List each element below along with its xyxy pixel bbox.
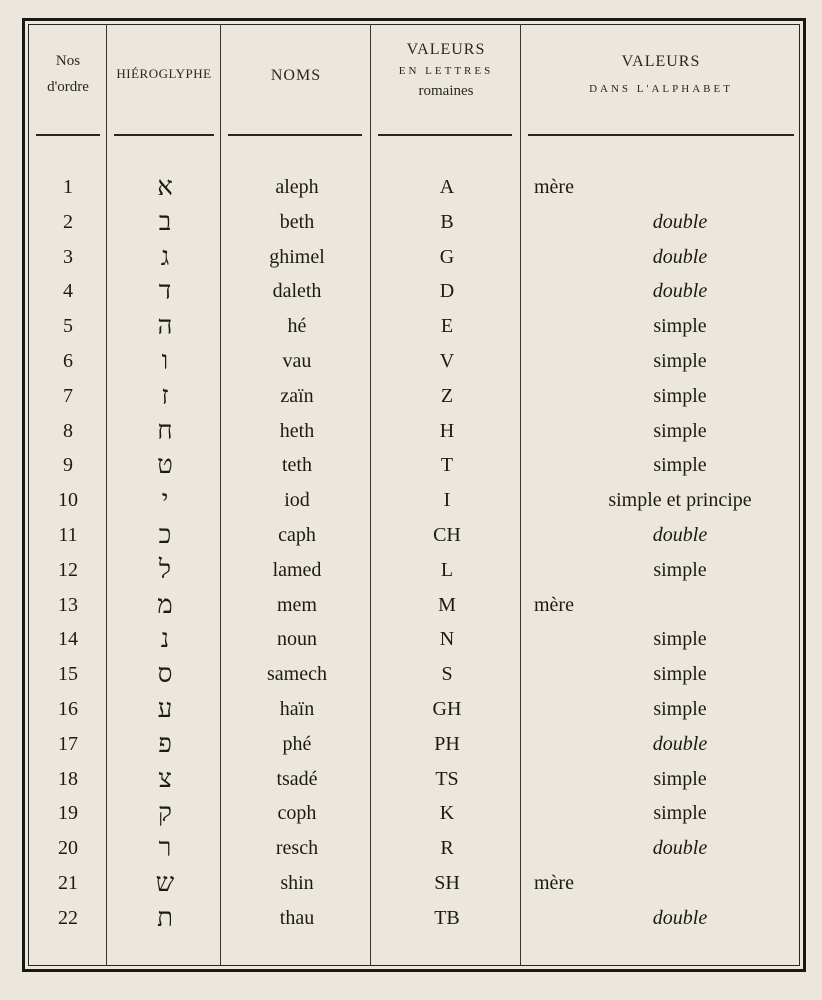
row-number: 1 [63, 176, 73, 198]
row-roman-value: CH [433, 524, 461, 546]
row-number: 14 [58, 628, 78, 651]
row-roman-value: M [438, 593, 456, 616]
row-number: 9 [63, 454, 73, 477]
row-alphabet-value: simple [653, 315, 707, 338]
row-hieroglyph: ט [157, 450, 173, 481]
table-row [28, 274, 800, 308]
row-roman-value: L [440, 558, 454, 581]
table-row [28, 588, 800, 622]
row-number: 11 [58, 524, 78, 546]
table-row [28, 796, 800, 830]
table-row [28, 901, 800, 935]
header-roman [372, 40, 520, 100]
row-name: caph [278, 524, 316, 546]
row-alphabet-value: mère [534, 176, 574, 198]
table-row [28, 240, 800, 274]
row-hieroglyph: ל [158, 554, 172, 585]
row-roman-value: PH [434, 732, 460, 755]
row-name: teth [282, 454, 312, 477]
header-glyph-label: HIÉROGLYPHE [116, 66, 212, 81]
row-name: noun [277, 628, 317, 651]
row-hieroglyph: ד [158, 276, 172, 307]
header-rule [114, 134, 214, 136]
row-name: daleth [272, 280, 322, 303]
row-number: 4 [63, 280, 73, 303]
table-row [28, 657, 800, 691]
row-name: hé [287, 315, 307, 338]
row-name: mem [277, 593, 317, 616]
row-roman-value: TS [435, 767, 459, 790]
row-roman-value: S [441, 663, 453, 686]
row-alphabet-value: simple [653, 698, 707, 720]
table-row [28, 622, 800, 656]
row-number: 16 [58, 698, 78, 720]
row-number: 15 [58, 663, 78, 686]
table-row [28, 483, 800, 517]
row-alphabet-value: mère [534, 872, 574, 894]
row-name: phé [282, 732, 312, 755]
row-roman-value: G [439, 245, 455, 268]
row-alphabet-value: simple [653, 558, 707, 581]
row-hieroglyph: ש [155, 868, 175, 898]
header-roman-line2: EN LETTRES [398, 65, 494, 78]
row-number: 22 [58, 906, 78, 929]
row-roman-value: N [439, 628, 455, 651]
header-names-label: NOMS [270, 67, 322, 84]
row-alphabet-value: mère [534, 593, 574, 616]
header-rule [228, 134, 362, 136]
row-name: lamed [272, 558, 322, 581]
row-name: aleph [275, 176, 319, 198]
row-name: thau [279, 906, 315, 929]
row-name: shin [280, 872, 314, 894]
header-rule [36, 134, 100, 136]
row-roman-value: T [440, 454, 454, 477]
row-name: haïn [279, 698, 315, 720]
row-number: 20 [58, 837, 78, 860]
row-hieroglyph: ע [157, 694, 173, 724]
row-hieroglyph: צ [158, 763, 172, 794]
table-row [28, 448, 800, 482]
header-number-line2: d'ordre [47, 79, 89, 95]
row-number: 7 [63, 384, 73, 407]
row-roman-value: V [439, 350, 455, 372]
row-roman-value: TB [434, 906, 460, 929]
row-number: 8 [63, 419, 73, 442]
row-hieroglyph: מ [157, 589, 173, 620]
row-number: 21 [58, 872, 78, 894]
row-alphabet-value: double [652, 732, 708, 755]
row-hieroglyph: ר [158, 833, 172, 864]
row-number: 18 [58, 767, 78, 790]
row-hieroglyph: ו [161, 346, 169, 376]
row-alphabet-value: simple [653, 628, 707, 651]
header-number [30, 52, 106, 96]
row-number: 13 [58, 593, 78, 616]
row-alphabet-value: simple [653, 802, 707, 825]
table-row [28, 553, 800, 587]
row-number: 19 [58, 802, 78, 825]
row-name: iod [284, 489, 310, 512]
table-row [28, 414, 800, 448]
header-alphabet-line2: DANS L'ALPHABET [589, 83, 733, 96]
table-row [28, 727, 800, 761]
row-roman-value: A [439, 176, 455, 198]
row-name: beth [279, 210, 315, 233]
table-row [28, 309, 800, 343]
row-hieroglyph: ת [157, 902, 173, 933]
row-name: samech [267, 663, 327, 686]
header-alphabet-line1: VALEURS [621, 53, 701, 70]
row-hieroglyph: כ [158, 520, 172, 550]
row-name: coph [277, 802, 317, 825]
row-number: 2 [63, 210, 73, 233]
row-name: resch [275, 837, 319, 860]
row-hieroglyph: ב [158, 206, 172, 237]
row-hieroglyph: ק [158, 798, 172, 829]
header-names [222, 66, 370, 85]
row-alphabet-value: simple [653, 384, 707, 407]
header-rule [528, 134, 794, 136]
row-hieroglyph: ג [160, 241, 170, 272]
row-roman-value: GH [432, 698, 462, 720]
table-row [28, 379, 800, 413]
row-alphabet-value: simple [653, 454, 707, 477]
header-roman-line3: romaines [418, 83, 474, 100]
table-row [28, 170, 800, 204]
row-hieroglyph: ס [157, 659, 173, 690]
row-roman-value: K [439, 802, 455, 825]
row-alphabet-value: double [652, 245, 708, 268]
row-hieroglyph: א [157, 172, 173, 202]
table-row [28, 205, 800, 239]
row-roman-value: B [440, 210, 454, 233]
row-roman-value: I [443, 489, 451, 512]
row-alphabet-value: double [652, 280, 708, 303]
row-number: 6 [63, 350, 73, 372]
row-hieroglyph: י [161, 485, 169, 516]
row-roman-value: H [439, 419, 455, 442]
row-number: 5 [63, 315, 73, 338]
table-row [28, 762, 800, 796]
row-alphabet-value: double [652, 524, 708, 546]
row-alphabet-value: double [652, 837, 708, 860]
header-number-line1: Nos [55, 53, 81, 69]
row-alphabet-value: double [652, 906, 708, 929]
row-number: 12 [58, 558, 78, 581]
header-roman-line1: VALEURS [406, 41, 486, 58]
row-name: tsadé [276, 767, 318, 790]
row-number: 3 [63, 245, 73, 268]
table-row [28, 866, 800, 900]
row-alphabet-value: simple [653, 350, 707, 372]
row-hieroglyph: נ [160, 624, 170, 655]
table-row [28, 831, 800, 865]
row-roman-value: SH [434, 872, 460, 894]
row-name: ghimel [269, 245, 325, 268]
row-hieroglyph: ח [157, 415, 173, 446]
row-number: 17 [58, 732, 78, 755]
header-alphabet [522, 52, 800, 96]
row-alphabet-value: simple [653, 419, 707, 442]
row-hieroglyph: ה [157, 311, 173, 342]
row-hieroglyph: פ [158, 728, 172, 759]
table-row [28, 692, 800, 726]
row-alphabet-value: simple et principe [608, 489, 752, 512]
row-roman-value: Z [440, 384, 454, 407]
row-name: vau [282, 350, 312, 372]
row-name: zaïn [280, 384, 314, 407]
table-row [28, 518, 800, 552]
row-roman-value: D [439, 280, 455, 303]
row-alphabet-value: simple [653, 663, 707, 686]
row-hieroglyph: ז [161, 380, 169, 411]
row-number: 10 [58, 489, 78, 512]
row-name: heth [279, 419, 315, 442]
row-alphabet-value: simple [653, 767, 707, 790]
header-rule [378, 134, 512, 136]
row-alphabet-value: double [652, 210, 708, 233]
header-glyph [108, 66, 220, 82]
table-row [28, 344, 800, 378]
row-roman-value: R [440, 837, 454, 860]
row-roman-value: E [440, 315, 454, 338]
